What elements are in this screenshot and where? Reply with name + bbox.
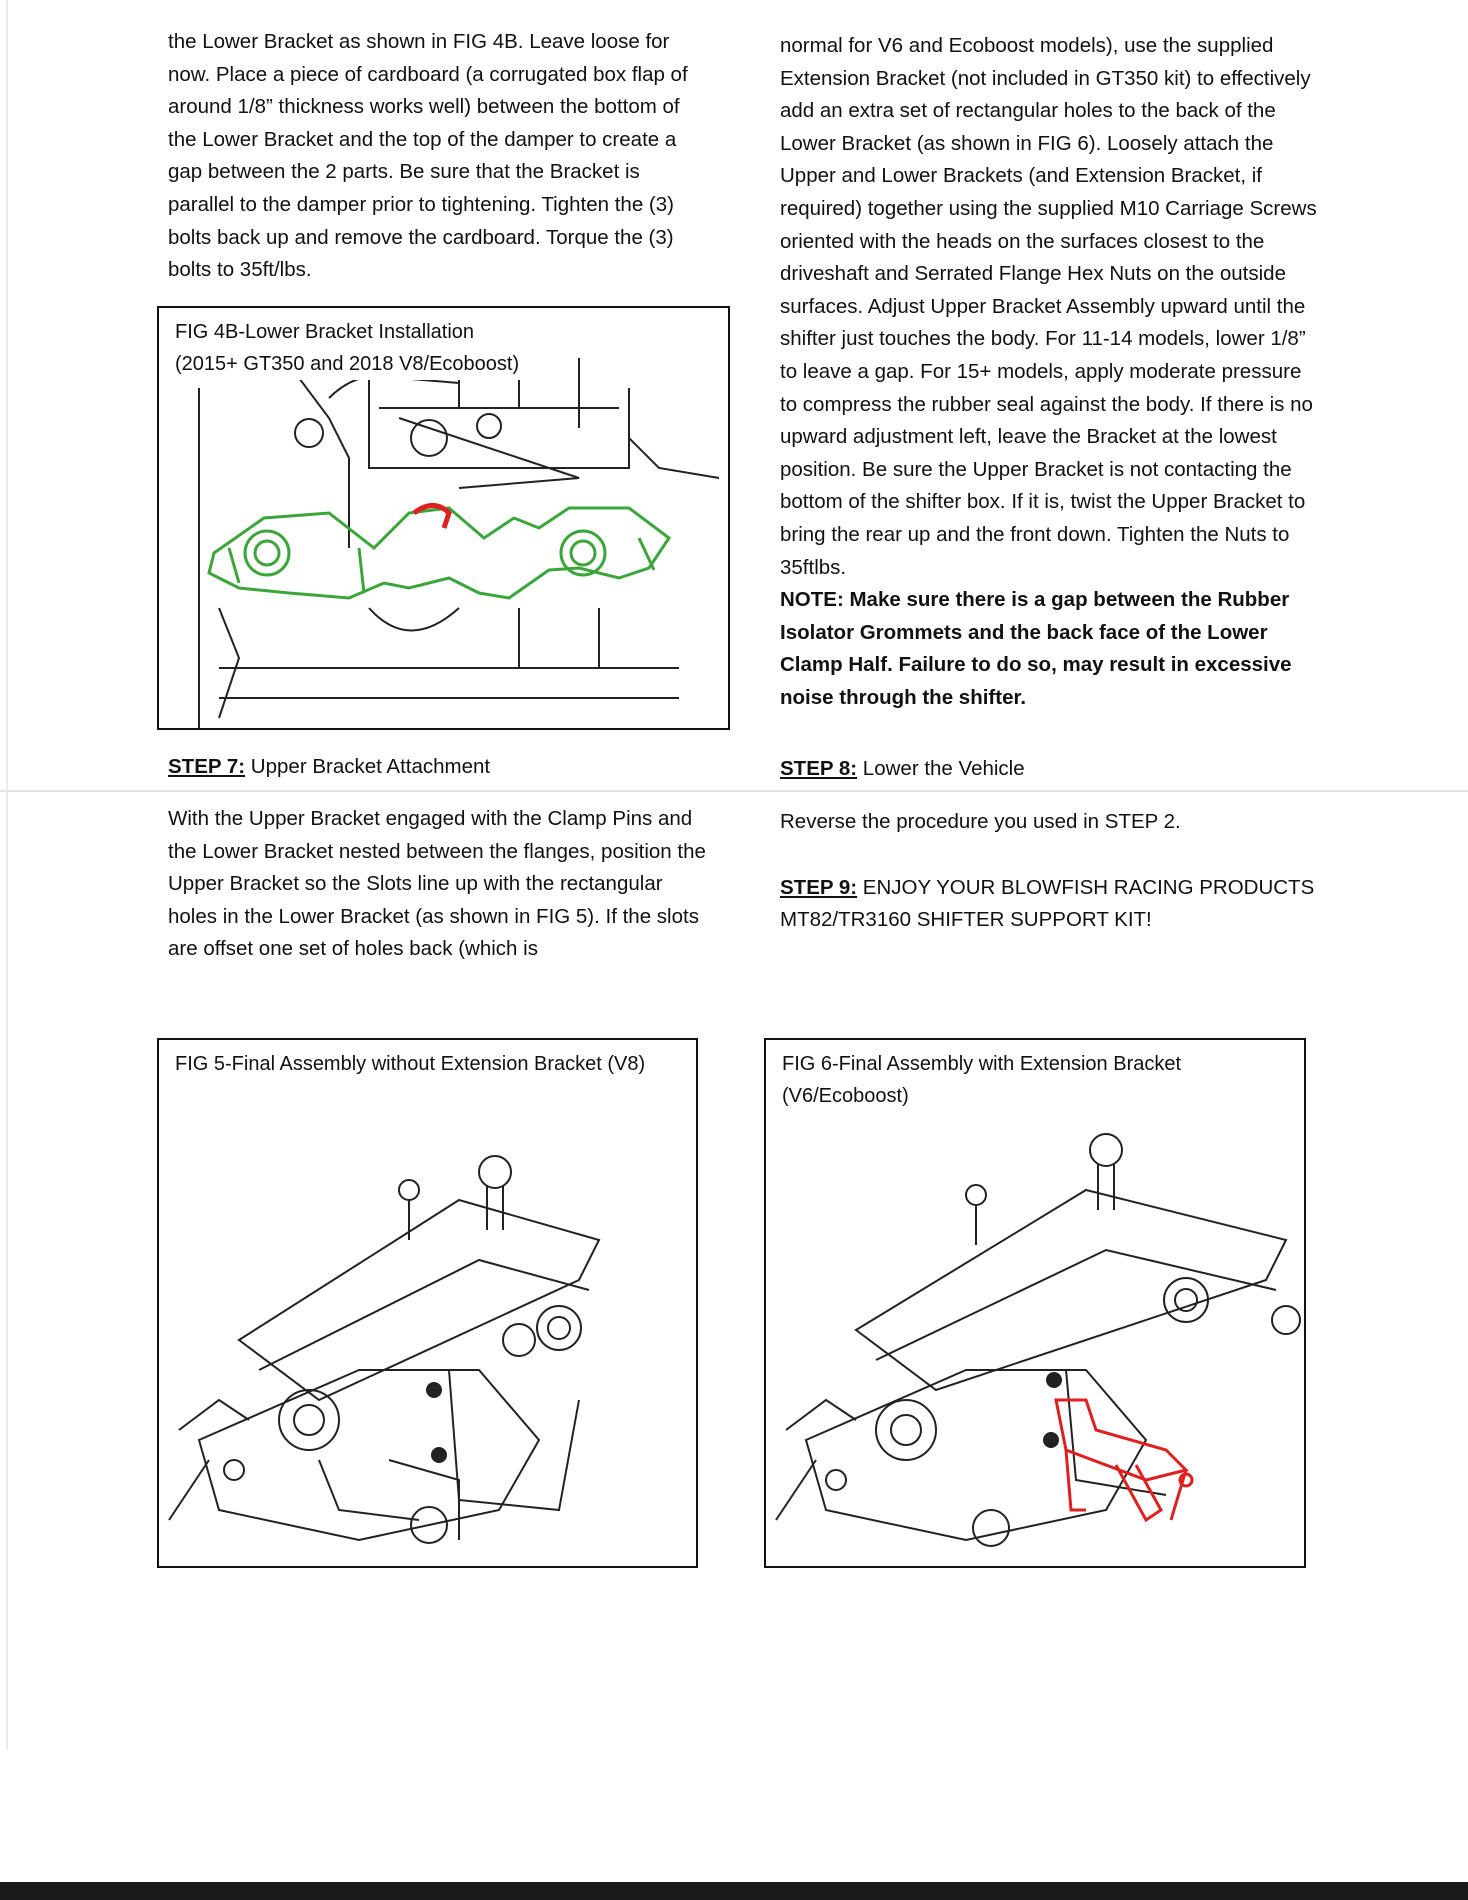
fold-line: [0, 790, 1468, 792]
left-paragraph-1: the Lower Bracket as shown in FIG 4B. Leave loose for now. Place a piece of cardboard (a corrugated box flap of around 1/8” thickness works well) between the bottom of the Lower Bracket and the top of the damper to create a gap between the 2 parts. Be sure that the Bracket is parallel to the damper prior to tightening. Tighten the (3) bolts back up and remove the cardboard. Torque the (3) bolts to 35ft/lbs.: [168, 30, 688, 282]
fig-5-caption: FIG 5-Final Assembly without Extension Bracket (V8): [175, 1048, 651, 1080]
fig-6-illustration: [766, 1040, 1304, 1566]
left-paragraph-2: With the Upper Bracket engaged with the Clamp Pins and the Lower Bracket nested between the flanges, position the Upper Bracket so the Slots line up with the rectangular holes in the Lower Bracket (as shown in FIG 5). If the slots are offset one set of holes back (which is: [168, 807, 706, 961]
fig-5-illustration: [159, 1040, 696, 1566]
fig-4b-caption: FIG 4B-Lower Bracket Installation (2015+ GT350 and 2018 V8/Ecoboost): [175, 316, 525, 380]
fig-6-caption: FIG 6-Final Assembly with Extension Bracket (V6/Ecoboost): [782, 1048, 1187, 1112]
step-7-heading: STEP 7: Upper Bracket Attachment: [168, 755, 491, 778]
note-text: NOTE: Make sure there is a gap between the Rubber Isolator Grommets and the back face of the Lower Clamp Half. Failure to do so, may result in excessive noise through the shifter.: [780, 588, 1292, 709]
extension-bracket-red: [1056, 1400, 1192, 1520]
step-8-text: Reverse the procedure you used in STEP 2.: [780, 810, 1181, 833]
fig-4b-box: [157, 306, 730, 730]
fig-5-box: [157, 1038, 698, 1568]
scan-bottom-edge: [0, 1882, 1468, 1900]
right-paragraph-1: normal for V6 and Ecoboost models), use the supplied Extension Bracket (not included in GT350 kit) to effectively add an extra set of rectangular holes to the back of the Lower Bracket (as shown in FIG 6). Loosely attach the Upper and Lower Brackets (and Extension Bracket, if required) together using the supplied M10 Carriage Screws oriented with the heads on the surfaces closest to the driveshaft and Serrated Flange Hex Nuts on the outside surfaces. Adjust Upper Bracket Assembly upward until the shifter just touches the body. For 11-14 models, lower 1/8” to leave a gap. For 15+ models, apply moderate pressure to compress the rubber seal against the body. If there is no upward adjustment left, leave the Bracket at the lowest position. Be sure the Upper Bracket is not contacting the bottom of the shifter box. If it is, twist the Upper Bracket to bring the rear up and the front down. Tighten the Nuts to 35ftlbs. NOTE: Make sure there is a gap between the Rubber Isolator Grommets and the back face of the Lower Clamp Half. Failure to do so, may result in excessive noise through the shifter.: [780, 30, 1320, 714]
step-8-heading: STEP 8: Lower the Vehicle: [780, 757, 1025, 780]
lower-bracket-green: [209, 508, 669, 598]
fig-6-box: [764, 1038, 1306, 1568]
step-9-heading: STEP 9: ENJOY YOUR BLOWFISH RACING PRODUCTS MT82/TR3160 SHIFTER SUPPORT KIT!: [780, 876, 1315, 931]
page-edge-line: [6, 0, 8, 1750]
